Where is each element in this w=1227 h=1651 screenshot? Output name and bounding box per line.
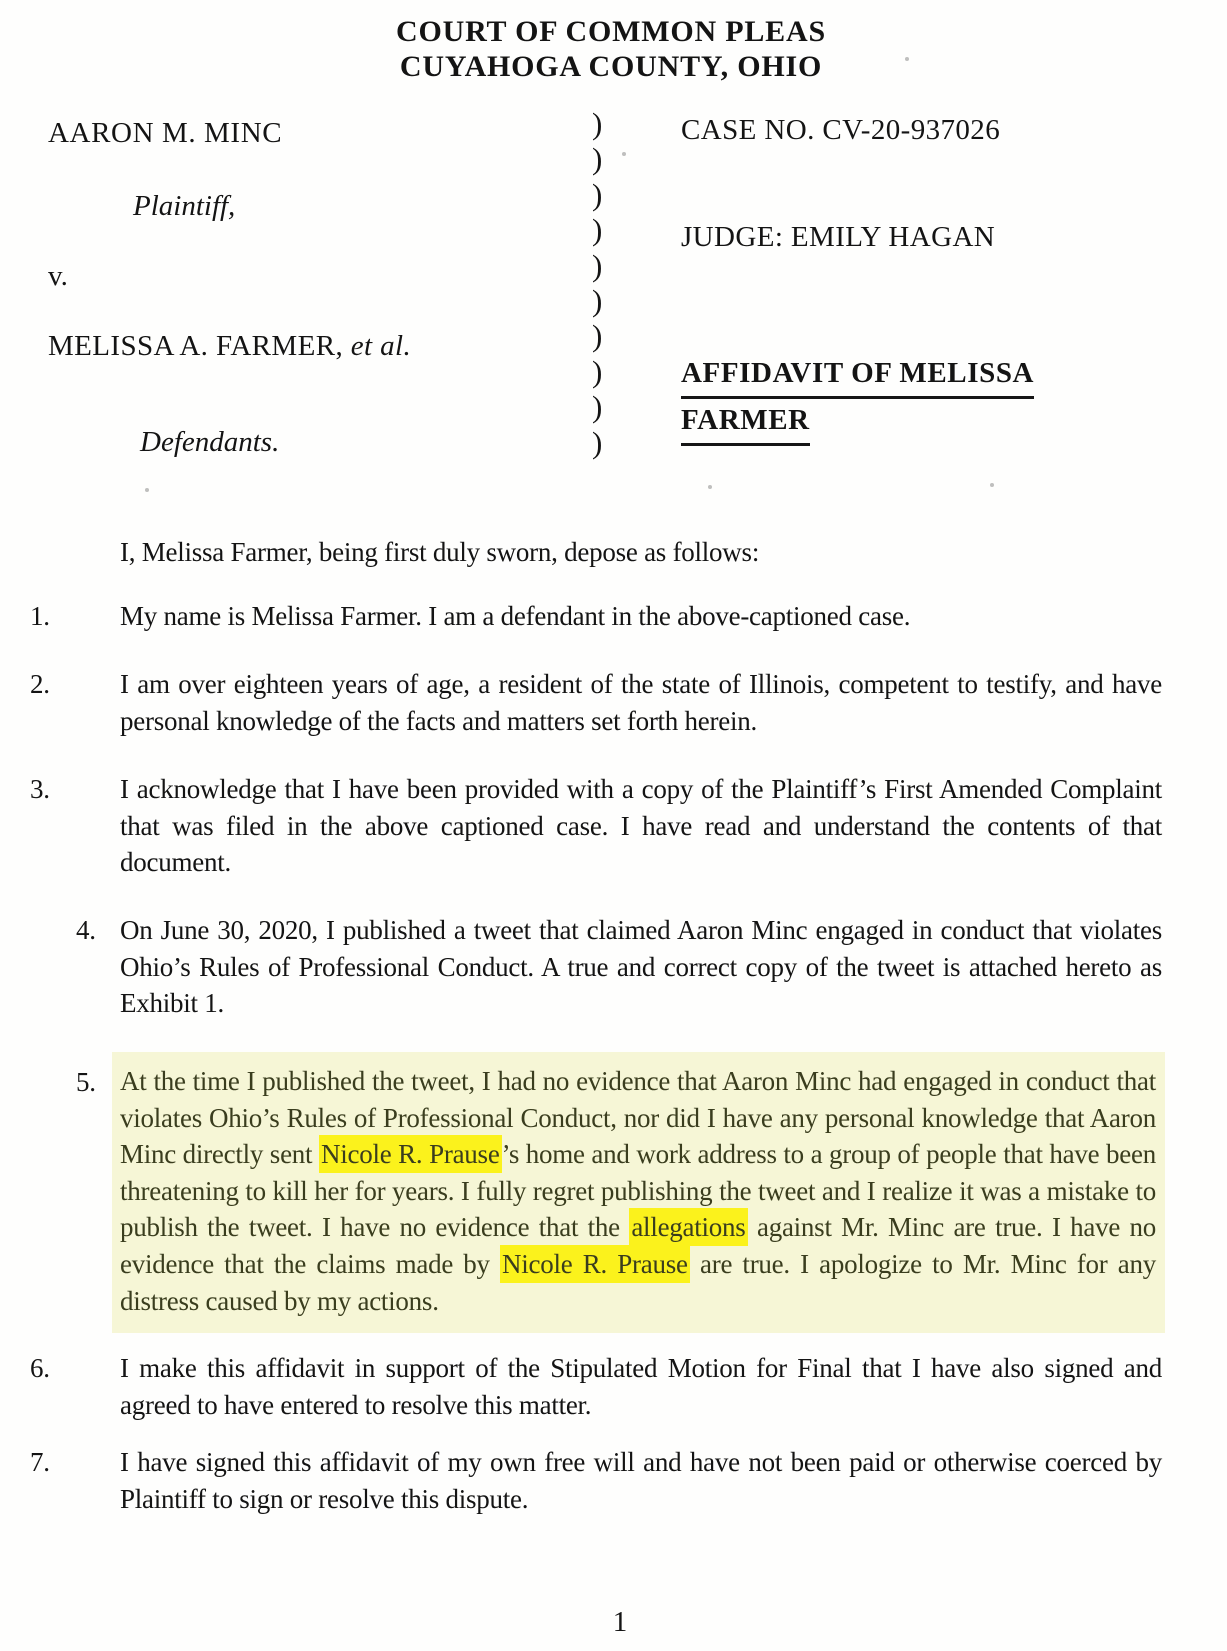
page-number: 1: [612, 1606, 628, 1638]
judge-name: JUDGE: EMILY HAGAN: [681, 221, 996, 253]
paragraph-5-segment: At the time I published the tweet, I had no evidence that Aaron Minc had engaged in conduct that violates Ohio’s Rules of Professional Conduct, nor did I have any personal knowledge that Aaron Minc directly sent: [120, 1066, 1156, 1170]
scan-artifact-dot: [905, 57, 909, 61]
highlighted-name-nicole-prause: Nicole R. Prause: [500, 1245, 690, 1283]
defendant-et-al: et al.: [350, 330, 412, 362]
paragraph-1-text: My name is Melissa Farmer. I am a defendant in the above-captioned case.: [120, 601, 911, 631]
paragraph-1-number: 1.: [30, 601, 50, 631]
highlighted-name-nicole-prause: Nicole R. Prause: [319, 1135, 502, 1173]
highlighted-word-allegations: allegations: [629, 1208, 747, 1246]
paragraph-3-text: I acknowledge that I have been provided with a copy of the Plaintiff’s First Amended Complaint that was filed in the above captioned case. I have read and understand the contents of that document.: [120, 774, 1162, 878]
scan-artifact-dot: [990, 483, 994, 487]
paragraph-5-segment: against Mr. Minc are true. I have no evidence that the claims made by: [120, 1212, 1156, 1279]
paren-glyph: ): [592, 106, 603, 141]
paragraph-5-segment: are true. I apologize to Mr. Minc for any distress caused by my actions.: [120, 1248, 1157, 1316]
intro-sentence: I, Melissa Farmer, being first duly sworn, depose as follows:: [120, 537, 760, 567]
paragraph-5-number: 5.: [76, 1067, 96, 1097]
defendant-name-text: MELISSA A. FARMER,: [48, 330, 351, 362]
paragraph-2-number: 2.: [30, 669, 50, 699]
paragraph-3-number: 3.: [30, 774, 50, 804]
paren-glyph: ): [592, 283, 603, 319]
court-county: CUYAHOGA COUNTY, OHIO: [399, 50, 823, 83]
paren-glyph: ): [592, 389, 603, 425]
defendant-role-label: Defendants.: [140, 426, 280, 458]
plaintiff-role-label: Plaintiff,: [133, 190, 236, 222]
court-header: [0, 14, 1222, 84]
scan-artifact-dot: [145, 488, 149, 492]
document-title-line1-text: AFFIDAVIT OF MELISSA: [681, 352, 1034, 399]
paren-glyph: ): [592, 353, 603, 389]
document-title-line2: [681, 399, 1034, 446]
versus-label: v.: [48, 260, 68, 292]
scan-artifact-dot: [622, 152, 626, 156]
paragraph-4-number: 4.: [76, 915, 96, 945]
caption-divider-parens: [592, 106, 602, 460]
scan-artifact-dot: [708, 485, 712, 489]
paragraph-5-text: [112, 1052, 1165, 1333]
paragraph-4-text: On June 30, 2020, I published a tweet that claimed Aaron Minc engaged in conduct that violates Ohio’s Rules of Professional Conduct. A true and correct copy of the tweet is attached hereto as Exhibit 1.: [120, 915, 1162, 1019]
paragraph-2-text: I am over eighteen years of age, a resident of the state of Illinois, competent to testify, and have personal knowledge of the facts and matters set forth herein.: [120, 669, 1162, 736]
paragraph-5-segment: ’s home and work address to a group of people that have been threatening to kill her for years. I fully regret publishing the tweet and I realize it was a mistake to publish the tweet. I have no evidence that the: [120, 1139, 1156, 1243]
defendant-name: [48, 328, 411, 364]
paren-glyph: ): [592, 247, 603, 283]
document-title-line2-text: FARMER: [681, 399, 810, 446]
plaintiff-name: AARON M. MINC: [48, 117, 283, 149]
case-number: CASE NO. CV-20-937026: [681, 114, 1001, 146]
document-title-line1: [681, 352, 1034, 399]
paragraph-6-number: 6.: [30, 1353, 50, 1383]
document-title: [681, 352, 1034, 446]
paragraph-7-number: 7.: [30, 1447, 50, 1477]
paren-glyph: ): [592, 318, 603, 354]
paragraph-7-text: I have signed this affidavit of my own free will and have not been paid or otherwise coerced by Plaintiff to sign or resolve this dispute.: [120, 1447, 1162, 1514]
paren-glyph: ): [592, 424, 603, 460]
paren-glyph: ): [592, 141, 603, 177]
paren-glyph: ): [592, 212, 603, 248]
paren-glyph: ): [592, 176, 603, 212]
paragraph-6-text: I make this affidavit in support of the Stipulated Motion for Final that I have also signed and agreed to have entered to resolve this matter.: [120, 1353, 1162, 1420]
court-name: COURT OF COMMON PLEAS: [396, 15, 826, 48]
